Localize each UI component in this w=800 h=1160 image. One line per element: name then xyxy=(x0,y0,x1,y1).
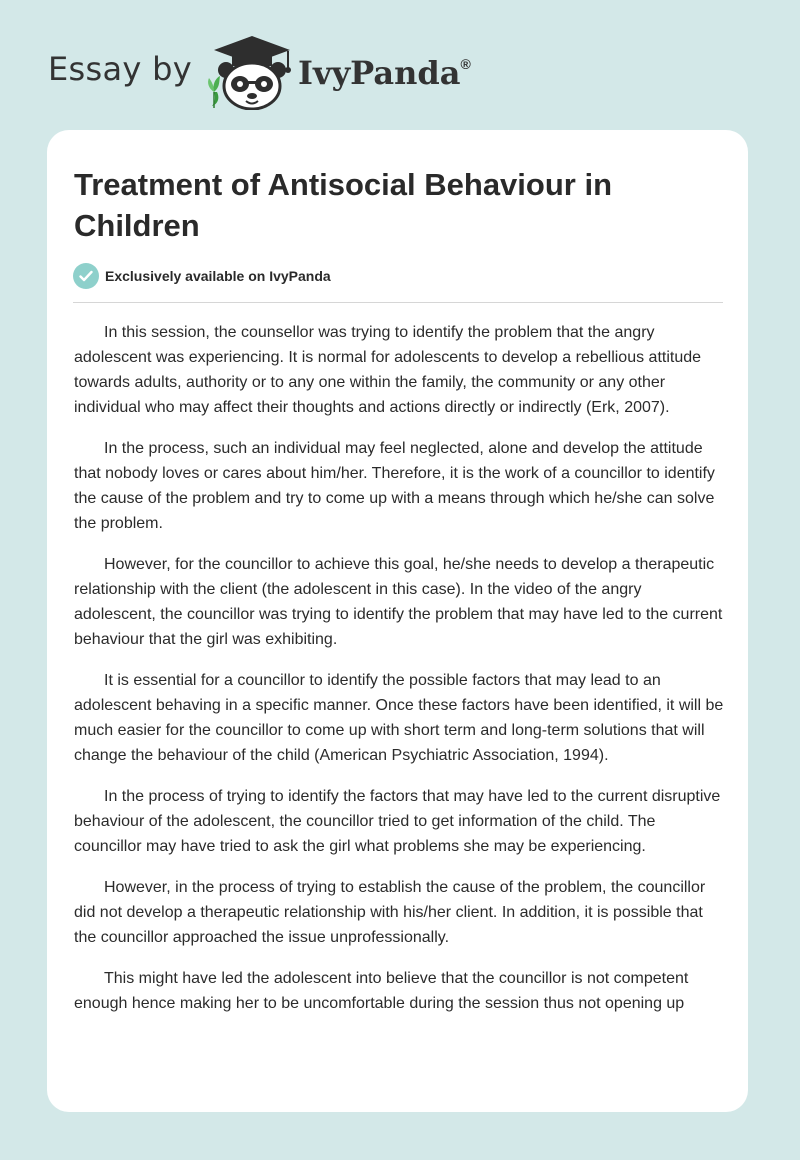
divider xyxy=(73,302,723,303)
registered-mark: ® xyxy=(460,56,471,72)
panda-logo-icon[interactable] xyxy=(202,34,294,110)
exclusive-badge xyxy=(73,263,331,289)
essay-by-label: Essay by xyxy=(48,50,192,88)
brand-name[interactable] xyxy=(298,54,471,92)
paragraph: It is essential for a councillor to identify the possible factors that may lead to an adolescent behaving in a specific manner. Once these factors have been identified, it will be much easier for the councillor to come up with short term and long-term solutions that will change the behaviour of the child (American Psychiatric Association, 1994). xyxy=(74,672,724,764)
essay-card xyxy=(47,130,748,1112)
paragraph: However, in the process of trying to establish the cause of the problem, the councillor did not develop a therapeutic relationship with his/her client. In addition, it is possible that the councillor approached the issue unprofessionally. xyxy=(74,879,706,946)
paragraph: In the process of trying to identify the factors that may have led to the current disruptive behaviour of the adolescent, the councillor tried to get information of the child. The councillor may have tried to ask the girl what problems she may be experiencing. xyxy=(74,788,721,855)
essay-title: Treatment of Antisocial Behaviour in Children xyxy=(74,167,613,243)
paragraph: In the process, such an individual may feel neglected, alone and develop the attitude that nobody loves or cares about him/her. Therefore, it is the work of a councillor to identify the cause of the problem and try to come up with a means through which he/she can solve the problem. xyxy=(74,440,715,532)
essay-body xyxy=(74,320,724,1032)
brand-text: IvyPanda xyxy=(298,54,461,92)
paragraph: This might have led the adolescent into believe that the councillor is not competent enough hence making her to be uncomfortable during the session thus not opening up xyxy=(74,970,689,1012)
checkmark-icon xyxy=(73,263,99,289)
exclusive-label: Exclusively available on IvyPanda xyxy=(105,268,331,284)
site-header xyxy=(48,34,508,110)
paragraph: However, for the councillor to achieve this goal, he/she needs to develop a therapeutic relationship with the client (the adolescent in this case). In the video of the angry adolescent, the councillor was trying to identify the problem that may have led to the current behaviour that the girl was exhibiting. xyxy=(74,556,723,648)
paragraph: In this session, the counsellor was trying to identify the problem that the angry adolescent was experiencing. It is normal for adolescents to develop a rebellious attitude towards adults, authority or to any one within the family, the community or any other individual who may affect their thoughts and actions directly or indirectly (Erk, 2007). xyxy=(74,324,702,416)
